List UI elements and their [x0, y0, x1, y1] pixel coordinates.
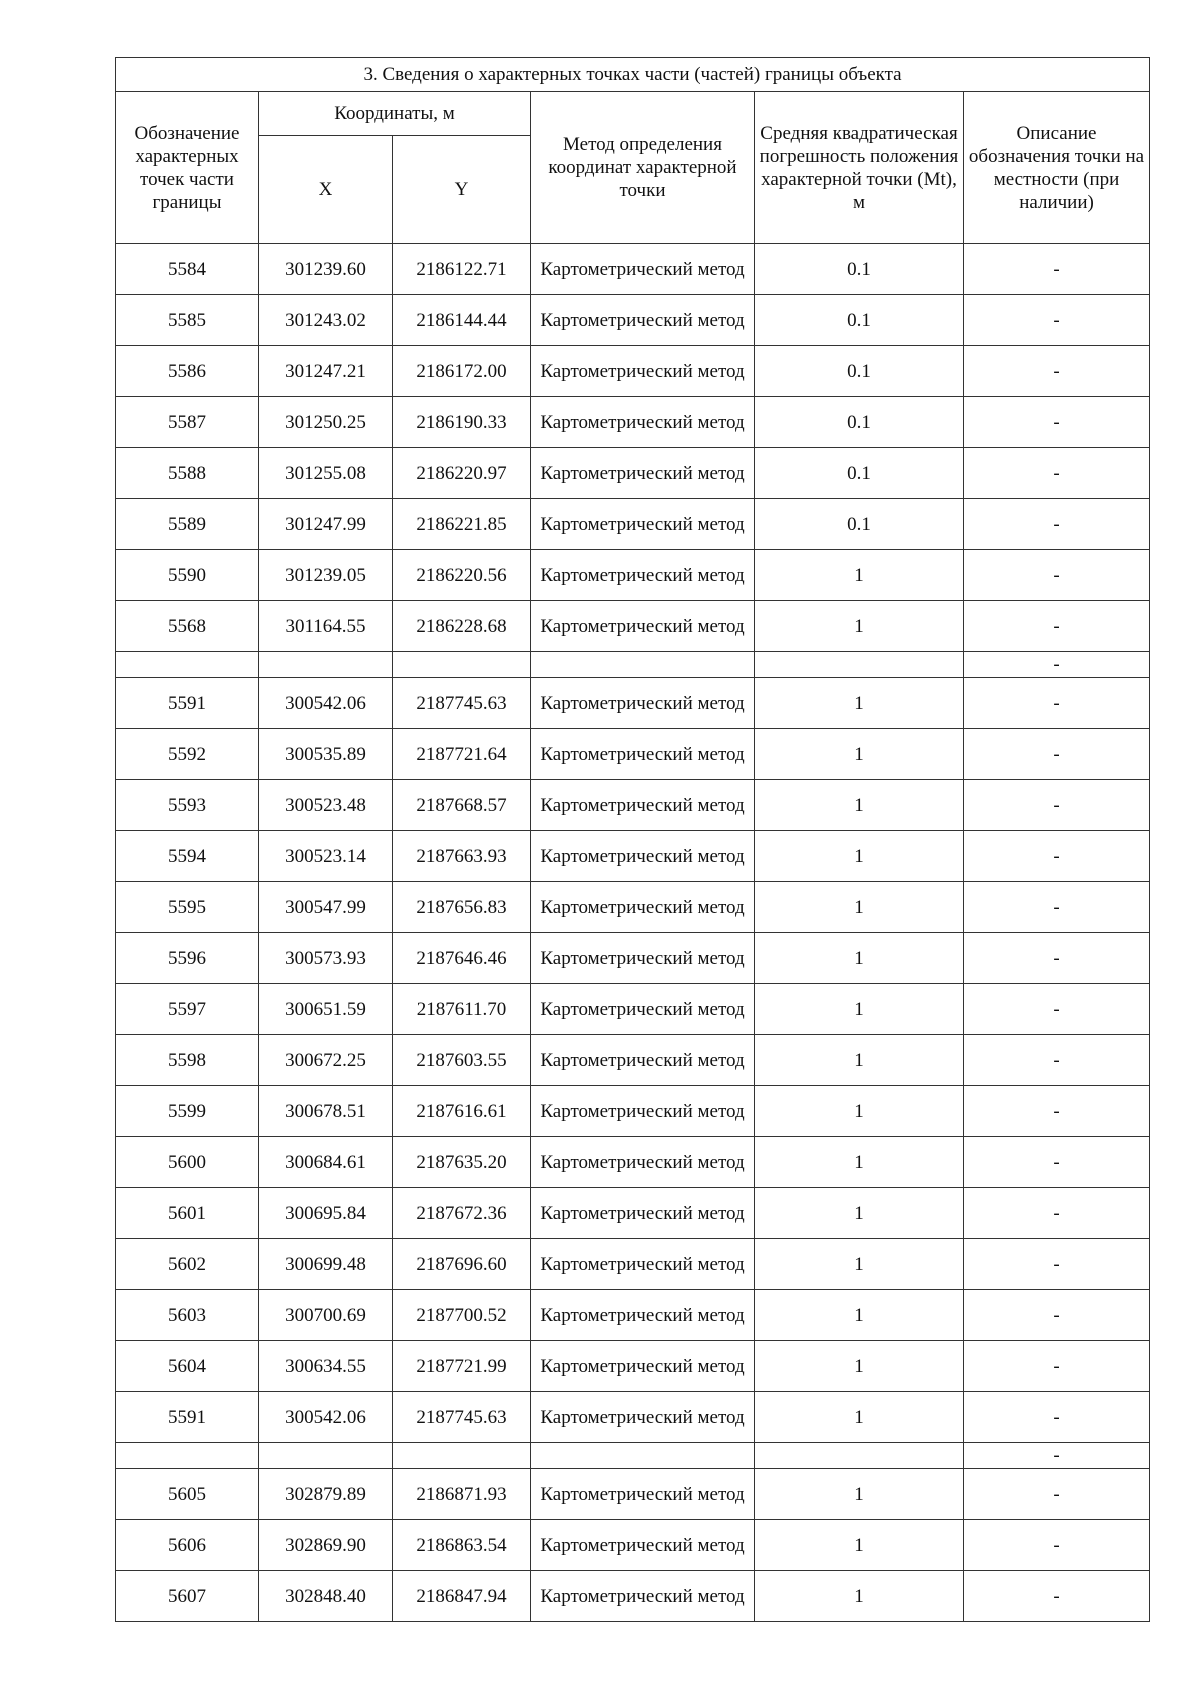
table-row [116, 1469, 1150, 1520]
cell-method: Картометрический метод [531, 1571, 755, 1622]
empty-cell [393, 1443, 531, 1469]
header-designation: Обозначение характерных точек части границы [116, 92, 259, 244]
cell-method: Картометрический метод [531, 499, 755, 550]
cell-description: - [964, 1443, 1150, 1469]
table-row [116, 244, 1150, 295]
cell-x: 300695.84 [259, 1188, 393, 1239]
header-description: Описание обозначения точки на местности (при наличии) [964, 92, 1150, 244]
cell-point: 5607 [116, 1571, 259, 1622]
cell-description: - [964, 346, 1150, 397]
cell-description: - [964, 550, 1150, 601]
empty-cell [116, 652, 259, 678]
table-row [116, 1520, 1150, 1571]
cell-y: 2186863.54 [393, 1520, 531, 1571]
table-row [116, 933, 1150, 984]
cell-point: 5591 [116, 678, 259, 729]
cell-description: - [964, 1239, 1150, 1290]
cell-description: - [964, 882, 1150, 933]
cell-accuracy: 1 [755, 1137, 964, 1188]
cell-description: - [964, 729, 1150, 780]
table-row [116, 1571, 1150, 1622]
cell-y: 2187721.99 [393, 1341, 531, 1392]
cell-description: - [964, 397, 1150, 448]
cell-description: - [964, 601, 1150, 652]
cell-y: 2186221.85 [393, 499, 531, 550]
cell-description: - [964, 295, 1150, 346]
empty-cell [116, 1443, 259, 1469]
table-row [116, 499, 1150, 550]
cell-description: - [964, 1520, 1150, 1571]
cell-x: 300684.61 [259, 1137, 393, 1188]
cell-accuracy: 1 [755, 933, 964, 984]
cell-y: 2186220.97 [393, 448, 531, 499]
cell-accuracy: 0.1 [755, 397, 964, 448]
table-row [116, 729, 1150, 780]
cell-method: Картометрический метод [531, 346, 755, 397]
cell-description: - [964, 1392, 1150, 1443]
cell-method: Картометрический метод [531, 1239, 755, 1290]
cell-accuracy: 1 [755, 1188, 964, 1239]
cell-y: 2187603.55 [393, 1035, 531, 1086]
cell-accuracy: 1 [755, 1341, 964, 1392]
header-method: Метод определения координат характерной точки [531, 92, 755, 244]
table-gap-row [116, 1443, 1150, 1469]
cell-point: 5606 [116, 1520, 259, 1571]
table-row [116, 882, 1150, 933]
cell-y: 2186220.56 [393, 550, 531, 601]
cell-point: 5605 [116, 1469, 259, 1520]
cell-x: 300523.48 [259, 780, 393, 831]
table-row [116, 1188, 1150, 1239]
header-y: Y [393, 136, 531, 244]
table-row [116, 1137, 1150, 1188]
cell-y: 2187663.93 [393, 831, 531, 882]
cell-point: 5599 [116, 1086, 259, 1137]
cell-point: 5595 [116, 882, 259, 933]
cell-method: Картометрический метод [531, 1035, 755, 1086]
cell-accuracy: 1 [755, 780, 964, 831]
cell-accuracy: 0.1 [755, 448, 964, 499]
cell-accuracy: 1 [755, 1035, 964, 1086]
cell-method: Картометрический метод [531, 882, 755, 933]
cell-x: 300535.89 [259, 729, 393, 780]
cell-method: Картометрический метод [531, 295, 755, 346]
cell-point: 5568 [116, 601, 259, 652]
cell-description: - [964, 831, 1150, 882]
header-accuracy: Средняя квадратическая погрешность положения характерной точки (Mt), м [755, 92, 964, 244]
cell-y: 2187611.70 [393, 984, 531, 1035]
cell-method: Картометрический метод [531, 1086, 755, 1137]
table-row [116, 448, 1150, 499]
cell-x: 300699.48 [259, 1239, 393, 1290]
cell-accuracy: 1 [755, 882, 964, 933]
empty-cell [755, 1443, 964, 1469]
empty-cell [393, 652, 531, 678]
cell-accuracy: 1 [755, 1469, 964, 1520]
empty-cell [531, 652, 755, 678]
cell-y: 2186190.33 [393, 397, 531, 448]
cell-accuracy: 1 [755, 1571, 964, 1622]
cell-method: Картометрический метод [531, 1188, 755, 1239]
cell-x: 301247.99 [259, 499, 393, 550]
cell-method: Картометрический метод [531, 729, 755, 780]
cell-x: 302879.89 [259, 1469, 393, 1520]
cell-x: 300651.59 [259, 984, 393, 1035]
table-row [116, 397, 1150, 448]
cell-y: 2187696.60 [393, 1239, 531, 1290]
cell-method: Картометрический метод [531, 1137, 755, 1188]
cell-y: 2187721.64 [393, 729, 531, 780]
table-row [116, 550, 1150, 601]
header-x: X [259, 136, 393, 244]
cell-point: 5590 [116, 550, 259, 601]
table-row [116, 780, 1150, 831]
empty-cell [259, 1443, 393, 1469]
cell-x: 300523.14 [259, 831, 393, 882]
cell-method: Картометрический метод [531, 984, 755, 1035]
cell-description: - [964, 780, 1150, 831]
cell-method: Картометрический метод [531, 397, 755, 448]
cell-method: Картометрический метод [531, 831, 755, 882]
cell-x: 301239.60 [259, 244, 393, 295]
table-row [116, 1035, 1150, 1086]
cell-accuracy: 1 [755, 1520, 964, 1571]
cell-y: 2187668.57 [393, 780, 531, 831]
cell-point: 5591 [116, 1392, 259, 1443]
cell-point: 5588 [116, 448, 259, 499]
cell-method: Картометрический метод [531, 601, 755, 652]
cell-description: - [964, 1469, 1150, 1520]
cell-description: - [964, 1188, 1150, 1239]
cell-accuracy: 1 [755, 601, 964, 652]
cell-description: - [964, 244, 1150, 295]
cell-accuracy: 1 [755, 1290, 964, 1341]
cell-method: Картометрический метод [531, 780, 755, 831]
table-row [116, 346, 1150, 397]
cell-accuracy: 1 [755, 984, 964, 1035]
cell-method: Картометрический метод [531, 448, 755, 499]
table-row [116, 831, 1150, 882]
cell-point: 5584 [116, 244, 259, 295]
cell-accuracy: 1 [755, 550, 964, 601]
cell-x: 301164.55 [259, 601, 393, 652]
table-row [116, 1392, 1150, 1443]
cell-y: 2187745.63 [393, 678, 531, 729]
table-row [116, 1239, 1150, 1290]
cell-description: - [964, 652, 1150, 678]
table-row [116, 984, 1150, 1035]
table-row [116, 1086, 1150, 1137]
cell-point: 5601 [116, 1188, 259, 1239]
cell-point: 5586 [116, 346, 259, 397]
cell-point: 5585 [116, 295, 259, 346]
cell-x: 300634.55 [259, 1341, 393, 1392]
cell-accuracy: 1 [755, 1086, 964, 1137]
cell-x: 302848.40 [259, 1571, 393, 1622]
cell-accuracy: 1 [755, 831, 964, 882]
cell-method: Картометрический метод [531, 678, 755, 729]
cell-method: Картометрический метод [531, 244, 755, 295]
cell-accuracy: 0.1 [755, 499, 964, 550]
cell-point: 5597 [116, 984, 259, 1035]
cell-x: 300678.51 [259, 1086, 393, 1137]
boundary-points-table [115, 57, 1150, 1622]
cell-accuracy: 0.1 [755, 244, 964, 295]
cell-y: 2187635.20 [393, 1137, 531, 1188]
cell-point: 5598 [116, 1035, 259, 1086]
cell-point: 5603 [116, 1290, 259, 1341]
cell-description: - [964, 1290, 1150, 1341]
cell-x: 300542.06 [259, 1392, 393, 1443]
cell-x: 302869.90 [259, 1520, 393, 1571]
cell-method: Картометрический метод [531, 1520, 755, 1571]
cell-y: 2186122.71 [393, 244, 531, 295]
cell-point: 5587 [116, 397, 259, 448]
header-coordinates: Координаты, м [259, 92, 531, 136]
cell-x: 300700.69 [259, 1290, 393, 1341]
cell-x: 301250.25 [259, 397, 393, 448]
cell-description: - [964, 1086, 1150, 1137]
table-title: 3. Сведения о характерных точках части (частей) границы объекта [116, 58, 1150, 92]
cell-x: 300547.99 [259, 882, 393, 933]
cell-description: - [964, 984, 1150, 1035]
empty-cell [755, 652, 964, 678]
cell-x: 300672.25 [259, 1035, 393, 1086]
cell-x: 301243.02 [259, 295, 393, 346]
cell-y: 2186172.00 [393, 346, 531, 397]
cell-description: - [964, 678, 1150, 729]
cell-method: Картометрический метод [531, 1341, 755, 1392]
table-row [116, 678, 1150, 729]
cell-y: 2186871.93 [393, 1469, 531, 1520]
cell-y: 2186228.68 [393, 601, 531, 652]
cell-y: 2187700.52 [393, 1290, 531, 1341]
table-body [116, 244, 1150, 1622]
cell-y: 2187616.61 [393, 1086, 531, 1137]
cell-y: 2187646.46 [393, 933, 531, 984]
cell-y: 2186847.94 [393, 1571, 531, 1622]
cell-method: Картометрический метод [531, 1290, 755, 1341]
cell-point: 5604 [116, 1341, 259, 1392]
cell-description: - [964, 499, 1150, 550]
table-row [116, 1290, 1150, 1341]
cell-description: - [964, 1137, 1150, 1188]
cell-x: 301255.08 [259, 448, 393, 499]
cell-method: Картометрический метод [531, 550, 755, 601]
cell-point: 5602 [116, 1239, 259, 1290]
cell-accuracy: 0.1 [755, 346, 964, 397]
cell-y: 2187745.63 [393, 1392, 531, 1443]
cell-point: 5592 [116, 729, 259, 780]
cell-description: - [964, 448, 1150, 499]
cell-description: - [964, 933, 1150, 984]
empty-cell [259, 652, 393, 678]
cell-y: 2186144.44 [393, 295, 531, 346]
cell-y: 2187656.83 [393, 882, 531, 933]
cell-x: 300573.93 [259, 933, 393, 984]
cell-accuracy: 1 [755, 678, 964, 729]
cell-method: Картометрический метод [531, 933, 755, 984]
cell-y: 2187672.36 [393, 1188, 531, 1239]
cell-accuracy: 0.1 [755, 295, 964, 346]
cell-description: - [964, 1571, 1150, 1622]
cell-accuracy: 1 [755, 1392, 964, 1443]
cell-method: Картометрический метод [531, 1392, 755, 1443]
cell-point: 5600 [116, 1137, 259, 1188]
cell-x: 301239.05 [259, 550, 393, 601]
table-gap-row [116, 652, 1150, 678]
cell-point: 5594 [116, 831, 259, 882]
cell-accuracy: 1 [755, 729, 964, 780]
table-row [116, 1341, 1150, 1392]
empty-cell [531, 1443, 755, 1469]
table-row [116, 601, 1150, 652]
cell-method: Картометрический метод [531, 1469, 755, 1520]
cell-description: - [964, 1341, 1150, 1392]
cell-accuracy: 1 [755, 1239, 964, 1290]
cell-description: - [964, 1035, 1150, 1086]
cell-point: 5593 [116, 780, 259, 831]
cell-x: 300542.06 [259, 678, 393, 729]
cell-x: 301247.21 [259, 346, 393, 397]
cell-point: 5596 [116, 933, 259, 984]
cell-point: 5589 [116, 499, 259, 550]
table-row [116, 295, 1150, 346]
